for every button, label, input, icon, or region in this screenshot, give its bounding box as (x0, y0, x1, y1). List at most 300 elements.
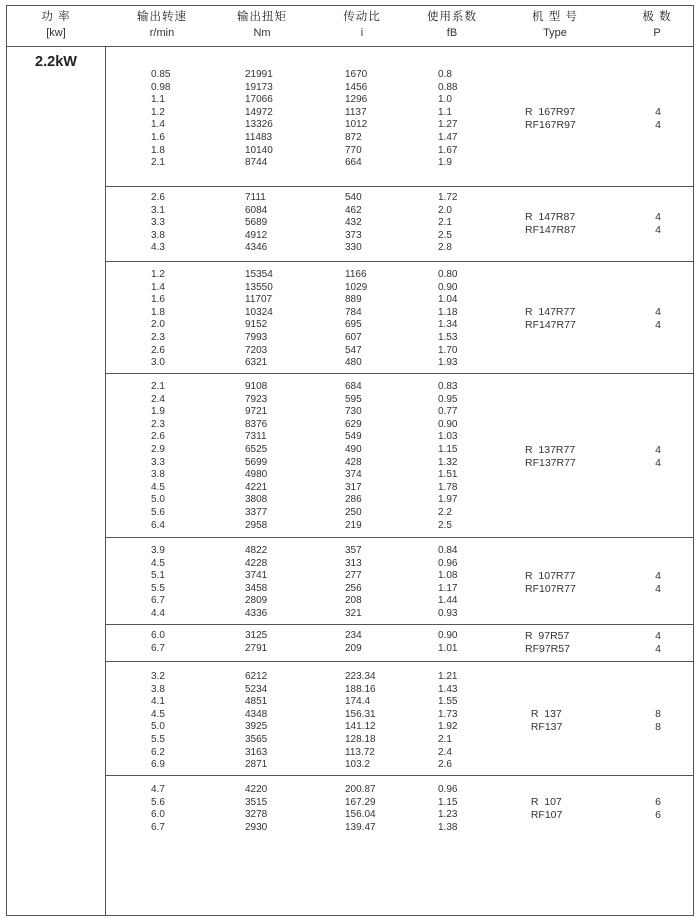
output-speed-value: 6.7 (151, 642, 165, 654)
gear-ratio-value: 219 (345, 519, 362, 531)
header-power (7, 6, 105, 46)
gear-ratio-value: 432 (345, 217, 362, 229)
gear-ratio-column (345, 545, 362, 621)
gear-ratio-value: 156.04 (345, 809, 376, 821)
output-torque-value: 3377 (245, 506, 268, 518)
poles-value: 4 (655, 210, 661, 223)
output-torque-column (245, 671, 267, 772)
header-poles-unit: P (653, 27, 661, 39)
service-factor-value: 2.5 (438, 519, 452, 531)
service-factor-value: 2.1 (438, 217, 452, 229)
poles-value: 4 (655, 223, 661, 236)
poles (645, 306, 671, 332)
service-factor-column (438, 269, 457, 370)
service-factor-value: 0.84 (438, 545, 458, 556)
output-speed-value: 4.5 (151, 481, 165, 493)
output-speed-value: 5.5 (151, 582, 165, 594)
gear-ratio-value: 167.29 (345, 796, 376, 808)
gear-ratio-column (345, 671, 376, 772)
service-factor-value: 0.80 (438, 269, 458, 280)
output-speed-column (151, 784, 165, 834)
output-speed-value: 1.4 (151, 281, 165, 293)
gear-ratio-value: 490 (345, 443, 362, 455)
gear-ratio-value: 357 (345, 545, 362, 556)
data-table (6, 5, 694, 916)
output-torque-value: 3741 (245, 570, 268, 582)
header-speed-label: 输出转速 (137, 11, 187, 23)
model-type-value: R 167R97 (525, 106, 576, 119)
output-torque-value: 3458 (245, 582, 268, 594)
gear-ratio-value: 549 (345, 431, 362, 443)
output-speed-value: 2.9 (151, 443, 165, 455)
gear-ratio-value: 540 (345, 192, 362, 203)
output-torque-value: 13550 (245, 281, 273, 293)
gear-ratio-value: 141.12 (345, 721, 376, 733)
model-type-value: RF147R77 (525, 319, 576, 332)
power-value: 2.2kW (35, 54, 77, 70)
output-torque-value: 4980 (245, 469, 268, 481)
poles-value: 8 (655, 708, 661, 721)
service-factor-value: 0.90 (438, 630, 458, 641)
gear-ratio-value: 223.34 (345, 671, 376, 682)
model-type-value: R 107 (525, 796, 562, 809)
poles-value: 4 (655, 629, 661, 642)
output-torque-value: 4336 (245, 607, 268, 619)
gear-ratio-column (345, 269, 367, 370)
gear-ratio-value: 209 (345, 642, 362, 654)
gear-ratio-value: 128.18 (345, 733, 376, 745)
output-torque-value: 4221 (245, 481, 268, 493)
poles (645, 630, 671, 656)
gear-ratio-value: 1166 (345, 269, 367, 280)
output-speed-value: 2.6 (151, 192, 165, 203)
service-factor-value: 2.1 (438, 733, 452, 745)
output-torque-column (245, 269, 273, 370)
output-torque-value: 4348 (245, 708, 268, 720)
gear-ratio-value: 1296 (345, 94, 368, 106)
gear-ratio-value: 234 (345, 630, 362, 641)
output-speed-value: 4.1 (151, 696, 165, 708)
service-factor-value: 0.83 (438, 381, 458, 392)
output-speed-value: 3.3 (151, 217, 165, 229)
output-speed-column (151, 545, 165, 621)
gear-ratio-value: 770 (345, 144, 362, 156)
service-factor-column (438, 192, 457, 255)
output-torque-value: 2871 (245, 759, 268, 771)
output-torque-value: 5234 (245, 683, 268, 695)
output-torque-column (245, 784, 267, 834)
output-torque-value: 6321 (245, 357, 268, 369)
output-speed-value: 4.3 (151, 242, 165, 254)
poles-value: 8 (655, 721, 661, 734)
output-torque-value: 7311 (245, 431, 267, 443)
service-factor-value: 1.03 (438, 431, 458, 443)
gear-ratio-value: 889 (345, 294, 362, 306)
gear-ratio-value: 428 (345, 456, 362, 468)
gear-ratio-value: 374 (345, 469, 362, 481)
gear-ratio-column (345, 630, 362, 655)
gear-ratio-value: 277 (345, 570, 362, 582)
output-torque-value: 2791 (245, 642, 268, 654)
gear-ratio-value: 373 (345, 229, 362, 241)
header-ratio (322, 6, 402, 46)
poles-value: 4 (655, 642, 661, 655)
poles-value: 4 (655, 456, 661, 469)
output-torque-value: 3925 (245, 721, 268, 733)
output-speed-value: 2.1 (151, 157, 165, 169)
poles-value: 6 (655, 796, 661, 809)
gear-ratio-value: 321 (345, 607, 362, 619)
output-speed-value: 6.9 (151, 759, 165, 771)
poles-value: 4 (655, 119, 661, 132)
output-speed-value: 6.7 (151, 821, 165, 833)
output-torque-value: 6084 (245, 204, 268, 216)
gear-ratio-value: 313 (345, 557, 362, 569)
gear-ratio-value: 595 (345, 393, 362, 405)
output-torque-value: 8744 (245, 157, 268, 169)
output-speed-value: 6.4 (151, 519, 165, 531)
service-factor-value: 1.15 (438, 443, 458, 455)
model-type (525, 444, 615, 470)
gear-ratio-value: 174.4 (345, 696, 371, 708)
output-torque-value: 6212 (245, 671, 268, 682)
output-speed-value: 5.0 (151, 721, 165, 733)
model-type (525, 630, 615, 656)
output-torque-value: 6525 (245, 443, 268, 455)
poles-value: 4 (655, 319, 661, 332)
service-factor-value: 1.27 (438, 119, 458, 131)
output-torque-value: 15354 (245, 269, 273, 280)
output-speed-value: 1.4 (151, 119, 165, 131)
output-speed-column (151, 630, 165, 655)
model-type (525, 306, 615, 332)
service-factor-column (438, 381, 457, 532)
poles (645, 106, 671, 132)
header-fa (412, 6, 492, 46)
output-speed-value: 1.6 (151, 131, 165, 143)
service-factor-value: 2.5 (438, 229, 452, 241)
gearbox-group (105, 661, 693, 776)
output-torque-value: 4822 (245, 545, 268, 556)
gear-ratio-column (345, 69, 367, 170)
poles-value: 4 (655, 106, 661, 119)
service-factor-column (438, 545, 457, 621)
output-torque-column (245, 381, 267, 532)
output-speed-value: 0.85 (151, 69, 171, 80)
service-factor-value: 0.88 (438, 81, 458, 93)
output-torque-value: 10140 (245, 144, 273, 156)
service-factor-value: 0.96 (438, 557, 458, 569)
model-type-value: R 147R77 (525, 306, 576, 319)
gearbox-group (105, 186, 693, 262)
output-speed-column (151, 671, 165, 772)
service-factor-value: 1.1 (438, 106, 452, 118)
gearbox-group (105, 261, 693, 374)
output-speed-value: 3.3 (151, 456, 165, 468)
service-factor-value: 1.0 (438, 94, 452, 106)
service-factor-value: 1.92 (438, 721, 458, 733)
poles (645, 444, 671, 470)
service-factor-value: 1.43 (438, 683, 458, 695)
model-type-value: RF107R77 (525, 582, 576, 595)
output-speed-value: 5.1 (151, 570, 165, 582)
service-factor-value: 1.53 (438, 331, 458, 343)
output-speed-value: 3.8 (151, 683, 165, 695)
service-factor-value: 1.67 (438, 144, 458, 156)
output-speed-value: 6.2 (151, 746, 165, 758)
service-factor-value: 1.55 (438, 696, 458, 708)
gear-ratio-value: 695 (345, 319, 362, 331)
gear-ratio-value: 607 (345, 331, 362, 343)
output-speed-value: 1.8 (151, 306, 165, 318)
output-speed-value: 2.6 (151, 344, 165, 356)
service-factor-value: 1.93 (438, 357, 458, 369)
service-factor-value: 2.2 (438, 506, 452, 518)
gear-ratio-value: 208 (345, 595, 362, 607)
output-speed-value: 1.2 (151, 269, 165, 280)
model-type-value: RF137 (525, 721, 563, 734)
gear-ratio-value: 480 (345, 357, 362, 369)
header-fa-unit: fB (446, 27, 458, 39)
service-factor-value: 1.9 (438, 157, 452, 169)
header-fa-label: 使用系数 (427, 11, 477, 23)
output-torque-value: 11483 (245, 131, 273, 143)
output-speed-value: 2.1 (151, 381, 165, 392)
service-factor-value: 1.44 (438, 595, 458, 607)
gear-ratio-value: 156.31 (345, 708, 376, 720)
output-speed-value: 5.5 (151, 733, 165, 745)
gear-ratio-value: 330 (345, 242, 362, 254)
output-torque-value: 4912 (245, 229, 268, 241)
output-torque-value: 4851 (245, 696, 268, 708)
model-type (525, 708, 615, 734)
service-factor-value: 0.90 (438, 281, 458, 293)
model-type (525, 570, 615, 596)
gear-ratio-column (345, 381, 362, 532)
poles-value: 4 (655, 582, 661, 595)
output-torque-column (245, 630, 267, 655)
service-factor-value: 1.38 (438, 821, 458, 833)
output-torque-value: 9721 (245, 406, 268, 418)
service-factor-value: 1.01 (438, 642, 458, 654)
gearbox-group (105, 373, 693, 538)
service-factor-value: 1.04 (438, 294, 458, 306)
service-factor-value: 1.32 (438, 456, 458, 468)
output-torque-column (245, 69, 273, 170)
gear-ratio-value: 664 (345, 157, 362, 169)
service-factor-column (438, 671, 457, 772)
output-torque-value: 3125 (245, 630, 268, 641)
service-factor-value: 0.96 (438, 784, 458, 795)
output-speed-column (151, 192, 165, 255)
output-speed-value: 5.0 (151, 494, 165, 506)
output-speed-value: 2.3 (151, 418, 165, 430)
model-type-value: RF167R97 (525, 119, 576, 132)
service-factor-value: 0.77 (438, 406, 458, 418)
output-speed-value: 1.9 (151, 406, 165, 418)
model-type-value: RF137R77 (525, 456, 576, 469)
output-speed-value: 2.4 (151, 393, 165, 405)
gearbox-group (105, 624, 693, 662)
output-torque-column (245, 192, 267, 255)
gear-ratio-value: 286 (345, 494, 362, 506)
service-factor-value: 1.21 (438, 671, 458, 682)
header-type (515, 6, 595, 46)
poles-value: 4 (655, 443, 661, 456)
output-torque-value: 2930 (245, 821, 268, 833)
output-speed-value: 2.6 (151, 431, 165, 443)
output-torque-value: 2809 (245, 595, 268, 607)
header-speed-unit: r/min (149, 27, 175, 39)
output-torque-value: 7203 (245, 344, 268, 356)
header-power-unit: [kw] (46, 27, 66, 39)
output-speed-value: 1.6 (151, 294, 165, 306)
output-torque-value: 3515 (245, 796, 268, 808)
gear-ratio-value: 684 (345, 381, 362, 392)
service-factor-value: 1.34 (438, 319, 458, 331)
output-torque-value: 8376 (245, 418, 268, 430)
output-speed-value: 3.0 (151, 357, 165, 369)
service-factor-value: 1.47 (438, 131, 458, 143)
output-speed-value: 4.7 (151, 784, 165, 795)
gear-ratio-column (345, 192, 362, 255)
output-speed-value: 1.1 (151, 94, 165, 106)
gear-ratio-value: 784 (345, 306, 362, 318)
output-torque-value: 7111 (245, 192, 266, 203)
model-type-value: R 137 (525, 708, 562, 721)
service-factor-value: 0.8 (438, 69, 452, 80)
header-torque-label: 输出扭矩 (237, 11, 287, 23)
model-type (525, 211, 615, 237)
service-factor-value: 2.8 (438, 242, 452, 254)
header-type-unit: Type (543, 27, 567, 39)
header-poles (622, 6, 692, 46)
output-speed-value: 3.8 (151, 229, 165, 241)
output-speed-column (151, 269, 165, 370)
service-factor-value: 1.78 (438, 481, 458, 493)
output-torque-value: 7923 (245, 393, 268, 405)
service-factor-value: 2.0 (438, 204, 452, 216)
service-factor-value: 1.08 (438, 570, 458, 582)
output-speed-value: 6.0 (151, 630, 165, 641)
gear-ratio-value: 256 (345, 582, 362, 594)
output-torque-value: 4346 (245, 242, 268, 254)
output-torque-value: 14972 (245, 106, 273, 118)
poles (645, 708, 671, 734)
output-torque-value: 9152 (245, 319, 268, 331)
output-torque-value: 4228 (245, 557, 268, 569)
poles (645, 796, 671, 822)
gear-ratio-value: 730 (345, 406, 362, 418)
output-torque-value: 19173 (245, 81, 273, 93)
service-factor-value: 1.18 (438, 306, 458, 318)
model-type (525, 106, 615, 132)
gear-ratio-value: 188.16 (345, 683, 376, 695)
model-type-value: R 147R87 (525, 210, 576, 223)
gear-ratio-column (345, 784, 376, 834)
service-factor-value: 1.73 (438, 708, 458, 720)
output-torque-value: 3565 (245, 733, 268, 745)
output-speed-value: 3.9 (151, 545, 165, 556)
service-factor-value: 2.6 (438, 759, 452, 771)
output-speed-value: 6.0 (151, 809, 165, 821)
output-torque-value: 5699 (245, 456, 268, 468)
poles (645, 211, 671, 237)
header-torque-unit: Nm (253, 27, 271, 39)
output-speed-value: 6.7 (151, 595, 165, 607)
service-factor-value: 1.23 (438, 809, 458, 821)
header-power-label: 功 率 (41, 11, 71, 23)
output-torque-value: 2958 (245, 519, 268, 531)
gear-ratio-value: 629 (345, 418, 362, 430)
output-speed-column (151, 381, 165, 532)
output-torque-column (245, 545, 267, 621)
output-torque-value: 21991 (245, 69, 273, 80)
model-type (525, 796, 615, 822)
output-speed-value: 1.2 (151, 106, 165, 118)
output-torque-value: 3808 (245, 494, 268, 506)
output-speed-value: 3.8 (151, 469, 165, 481)
header-type-label: 机 型 号 (532, 11, 578, 23)
output-torque-value: 3278 (245, 809, 268, 821)
output-speed-value: 4.5 (151, 708, 165, 720)
poles-value: 6 (655, 809, 661, 822)
gear-ratio-value: 1137 (345, 106, 367, 118)
output-speed-value: 3.2 (151, 671, 165, 682)
model-type-value: RF107 (525, 809, 563, 822)
output-speed-value: 2.0 (151, 319, 165, 331)
gear-ratio-value: 1029 (345, 281, 368, 293)
service-factor-column (438, 69, 457, 170)
gear-ratio-value: 139.47 (345, 821, 376, 833)
service-factor-value: 2.4 (438, 746, 452, 758)
service-factor-value: 1.15 (438, 796, 458, 808)
poles-value: 4 (655, 306, 661, 319)
gearbox-group (105, 775, 693, 917)
output-speed-value: 4.5 (151, 557, 165, 569)
output-torque-value: 5689 (245, 217, 268, 229)
header-poles-label: 极 数 (642, 11, 672, 23)
output-torque-value: 10324 (245, 306, 273, 318)
model-type-value: RF97R57 (525, 642, 570, 655)
gear-ratio-value: 872 (345, 131, 362, 143)
output-torque-value: 9108 (245, 381, 268, 392)
header-torque (222, 6, 302, 46)
gearbox-group (105, 537, 693, 625)
output-speed-value: 2.3 (151, 331, 165, 343)
output-torque-value: 3163 (245, 746, 268, 758)
header-ratio-unit: i (360, 27, 364, 39)
output-torque-value: 11707 (245, 294, 273, 306)
model-type-value: R 107R77 (525, 569, 576, 582)
gear-ratio-value: 250 (345, 506, 362, 518)
gearbox-group (105, 46, 693, 187)
output-torque-value: 13326 (245, 119, 273, 131)
output-torque-value: 4220 (245, 784, 268, 795)
model-type-value: R 97R57 (525, 629, 570, 642)
header-ratio-label: 传动比 (343, 11, 381, 23)
gear-ratio-value: 113.72 (345, 746, 375, 758)
header-speed (122, 6, 202, 46)
gear-ratio-value: 103.2 (345, 759, 371, 771)
gear-ratio-value: 1012 (345, 119, 368, 131)
poles (645, 570, 671, 596)
gear-ratio-value: 462 (345, 204, 362, 216)
output-speed-value: 5.6 (151, 796, 165, 808)
service-factor-column (438, 630, 457, 655)
model-type-value: RF147R87 (525, 223, 576, 236)
service-factor-value: 1.17 (438, 582, 458, 594)
